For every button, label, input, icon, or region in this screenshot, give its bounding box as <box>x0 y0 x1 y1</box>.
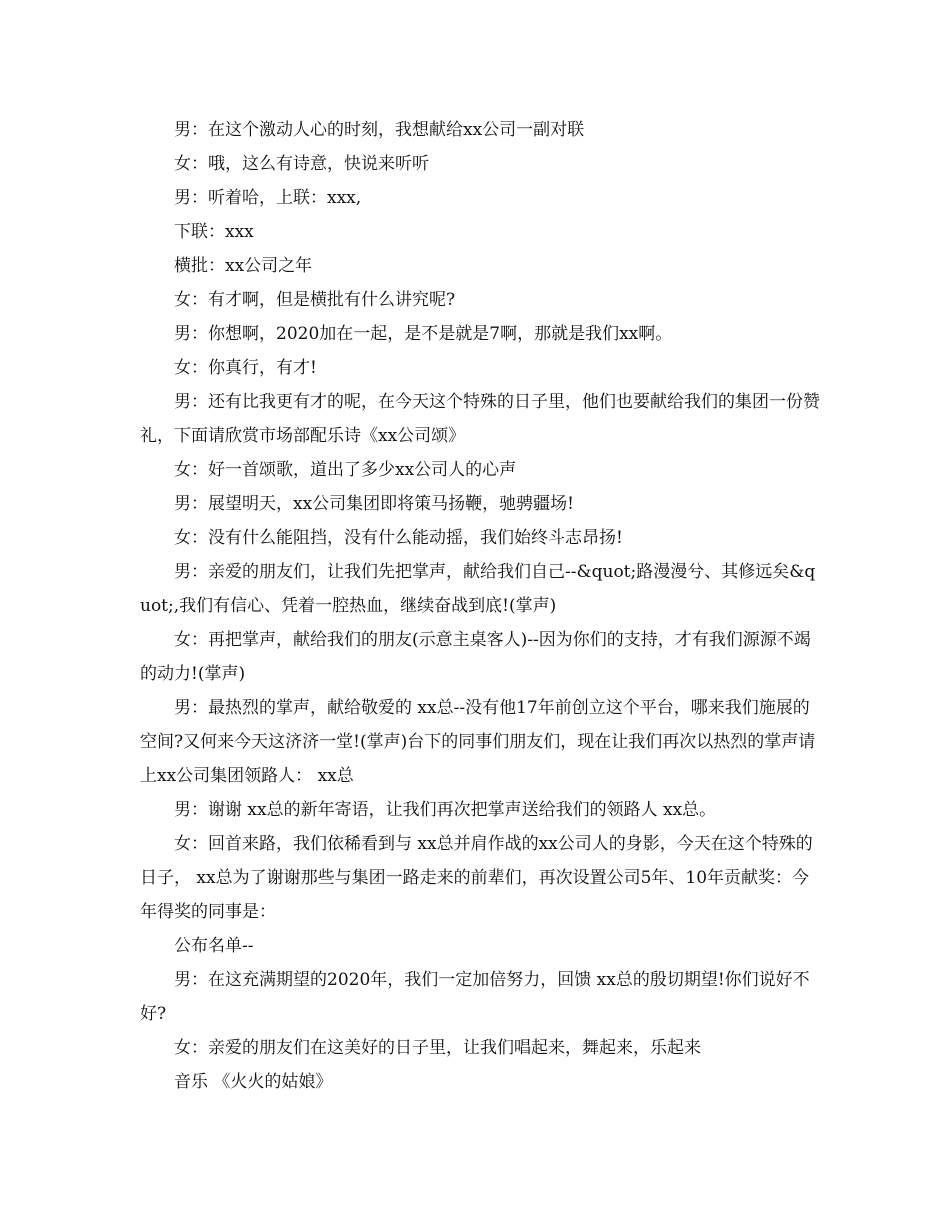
paragraph: 男：最热烈的掌声，献给敬爱的 xx总--没有他17年前创立这个平台，哪来我们施展的空间?又何来今天这济济一堂!(掌声)台下的同事们朋友们，现在让我们再次以热烈的掌声请上xx公司集团领路人： xx总 <box>140 698 816 786</box>
paragraph: 横批：xx公司之年 <box>174 256 313 276</box>
paragraph: 女：哦，这么有诗意，快说来听听 <box>174 154 429 174</box>
document-body <box>140 113 820 1099</box>
paragraph: 音乐 《火火的姑娘》 <box>174 1072 333 1092</box>
paragraph: 女：没有什么能阻挡，没有什么能动摇，我们始终斗志昂扬! <box>174 528 623 548</box>
paragraph: 下联：xxx <box>174 222 254 242</box>
paragraph: 公布名单-- <box>174 936 254 956</box>
paragraph: 男：展望明天，xx公司集团即将策马扬鞭，驰骋疆场! <box>174 494 575 514</box>
paragraph: 女：好一首颂歌，道出了多少xx公司人的心声 <box>174 460 517 480</box>
paragraph: 男：你想啊，2020加在一起，是不是就是7啊，那就是我们xx啊。 <box>174 324 673 344</box>
paragraph: 女：你真行，有才! <box>174 358 317 378</box>
paragraph: 女：亲爱的朋友们在这美好的日子里，让我们唱起来，舞起来，乐起来 <box>174 1038 701 1058</box>
paragraph: 男：在这个激动人心的时刻，我想献给xx公司一副对联 <box>174 120 585 140</box>
paragraph: 男：谢谢 xx总的新年寄语，让我们再次把掌声送给我们的领路人 xx总。 <box>174 800 717 820</box>
paragraph: 女：再把掌声，献给我们的朋友(示意主桌客人)--因为你们的支持，才有我们源源不竭的动力!(掌声) <box>140 630 811 684</box>
paragraph: 男：还有比我更有才的呢，在今天这个特殊的日子里，他们也要献给我们的集团一份赞礼，下面请欣赏市场部配乐诗《xx公司颂》 <box>140 392 820 446</box>
paragraph: 男：亲爱的朋友们，让我们先把掌声，献给我们自己--&quot;路漫漫兮、其修远矣&quot;,我们有信心、凭着一腔热血，继续奋战到底!(掌声) <box>140 562 816 616</box>
paragraph: 女：有才啊，但是横批有什么讲究呢? <box>174 290 456 310</box>
paragraph: 男：在这充满期望的2020年，我们一定加倍努力，回馈 xx总的殷切期望!你们说好不好? <box>140 970 810 1024</box>
paragraph: 女：回首来路，我们依稀看到与 xx总并肩作战的xx公司人的身影，今天在这个特殊的日子， xx总为了谢谢那些与集团一路走来的前辈们，再次设置公司5年、10年贡献奖：今年得奖的同事是： <box>140 834 813 922</box>
paragraph: 男：听着哈，上联：xxx, <box>174 188 362 208</box>
